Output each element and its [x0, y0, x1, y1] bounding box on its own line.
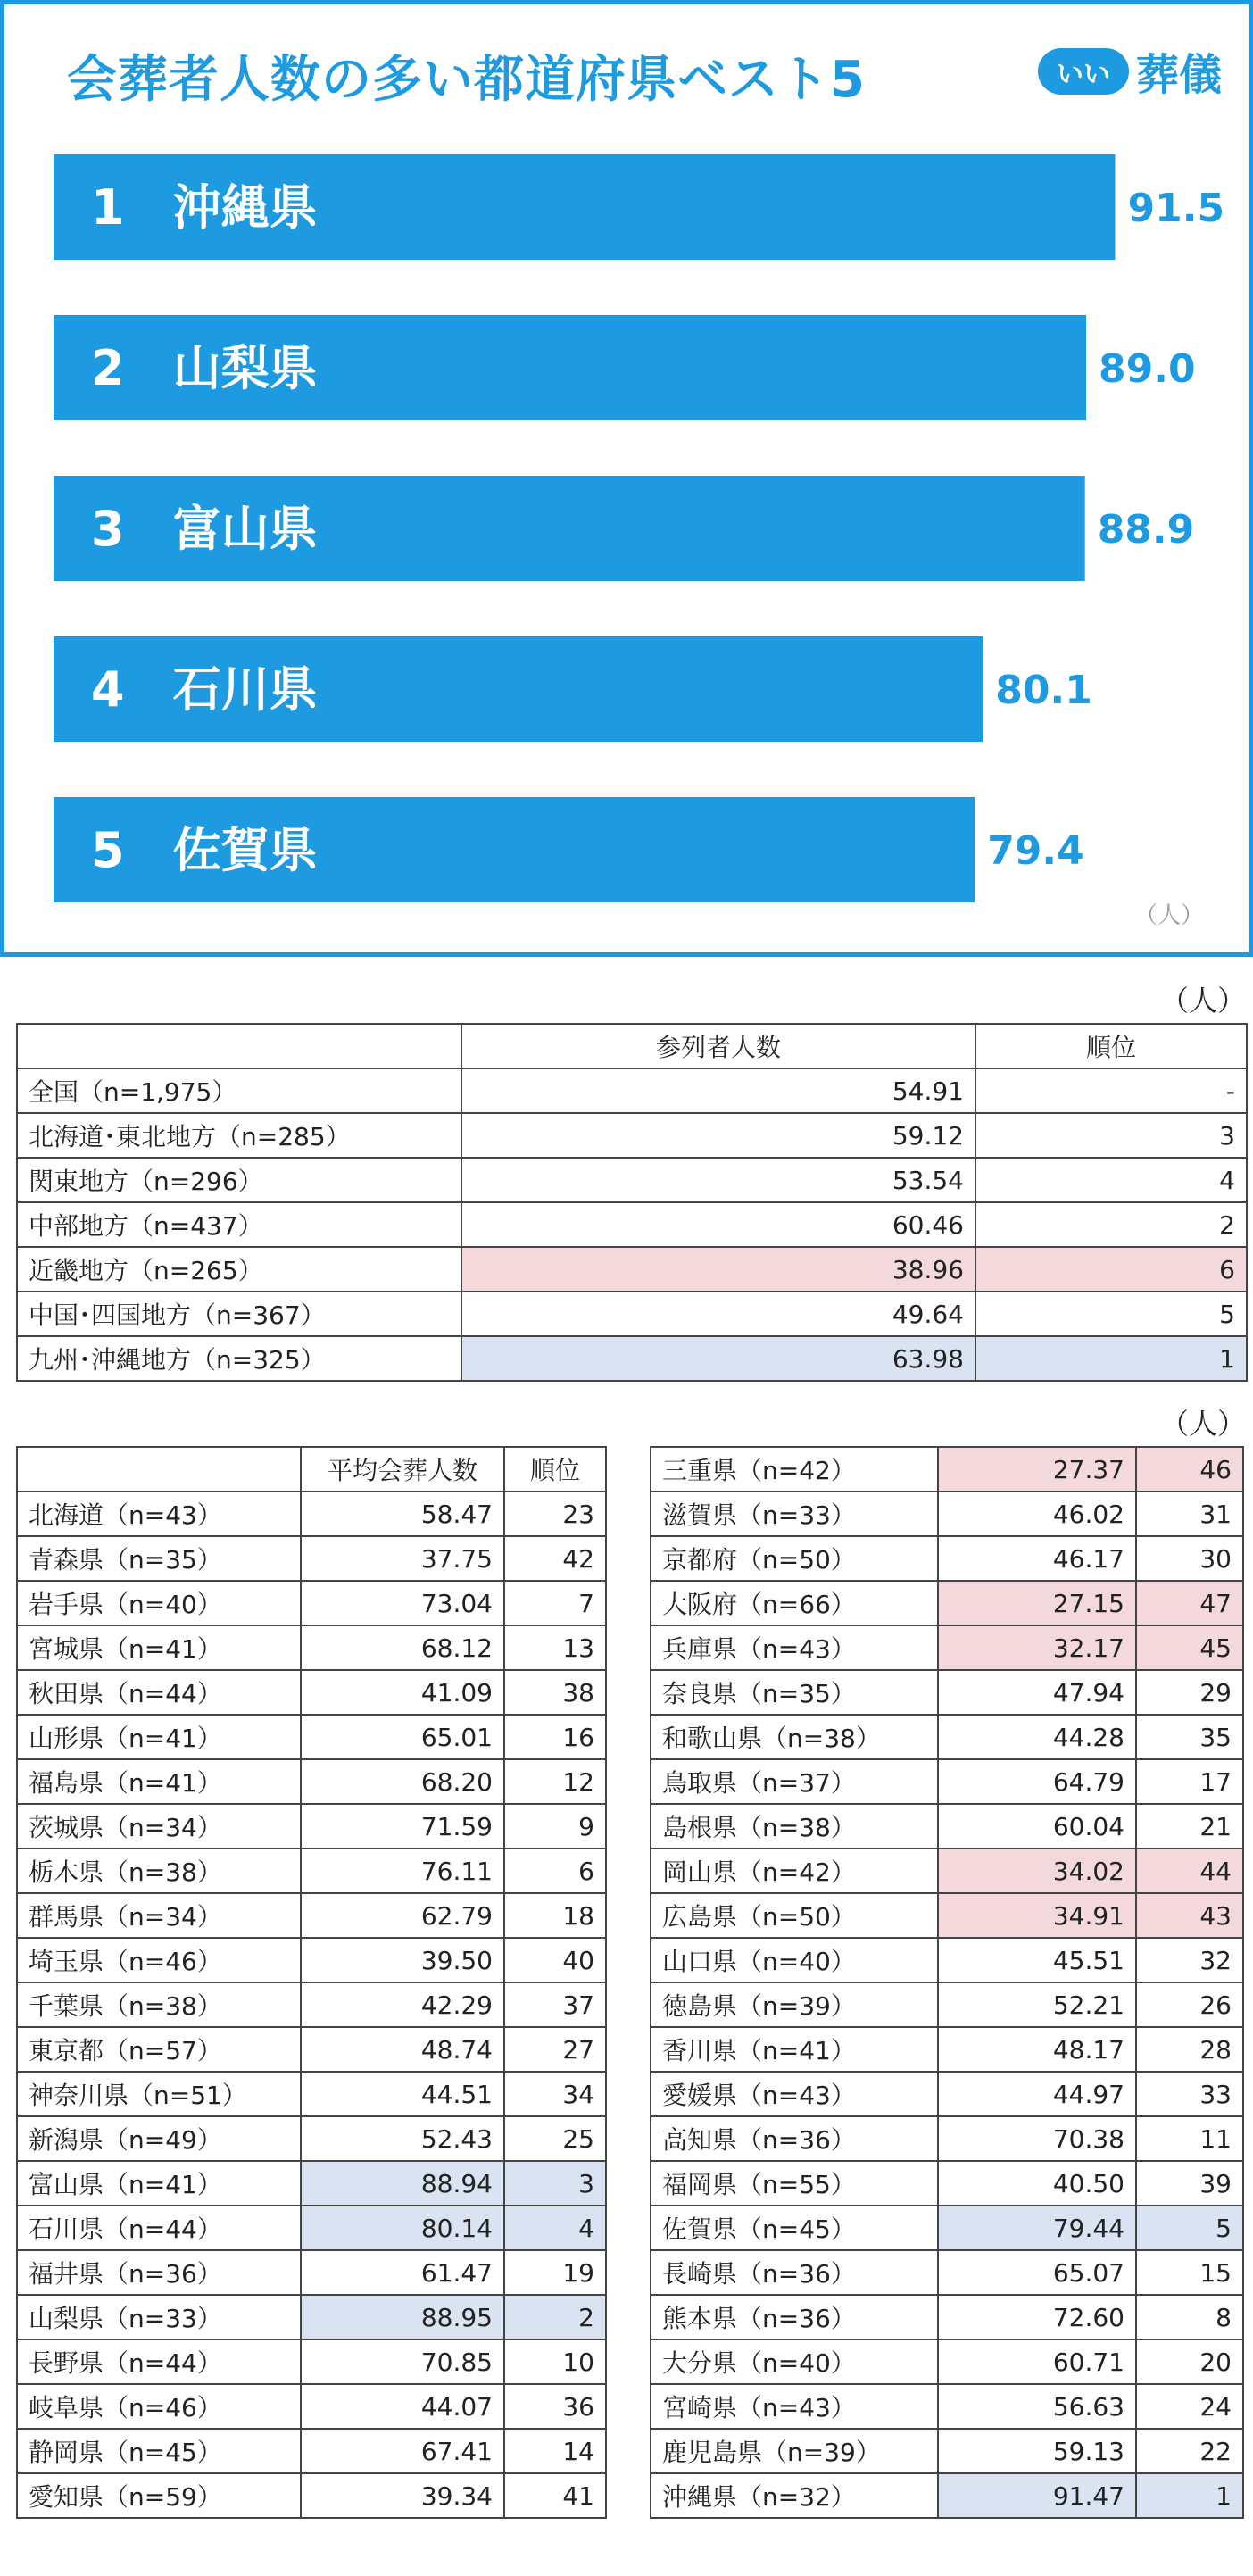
row-rank: -: [975, 1068, 1247, 1113]
row-label: 近畿地方（n=265）: [17, 1247, 461, 1292]
row-rank: 2: [504, 2295, 606, 2339]
row-rank: 5: [1136, 2206, 1243, 2250]
row-rank: 10: [504, 2339, 606, 2384]
row-label: 北海道･東北地方（n=285）: [17, 1113, 461, 1158]
table-row: [651, 1759, 1243, 1804]
row-rank: 30: [1136, 1536, 1243, 1581]
row-value: 68.20: [301, 1759, 504, 1804]
table-row: [651, 1893, 1243, 1938]
row-rank: 37: [504, 1982, 606, 2027]
chart-unit: （人）: [1133, 902, 1204, 929]
row-value: 64.79: [938, 1759, 1136, 1804]
row-value: 52.43: [301, 2116, 504, 2161]
row-value: 49.64: [461, 1292, 975, 1336]
row-rank: 14: [504, 2429, 606, 2473]
bar-value-label: 89.0: [1099, 346, 1196, 392]
row-label: 沖縄県（n=32）: [651, 2473, 938, 2518]
row-label: 宮城県（n=41）: [17, 1625, 301, 1670]
table-row: [17, 1938, 606, 1982]
row-label: 宮崎県（n=43）: [651, 2384, 938, 2429]
row-label: 岡山県（n=42）: [651, 1849, 938, 1893]
table-row: [17, 2116, 606, 2161]
row-label: 兵庫県（n=43）: [651, 1625, 938, 1670]
table-row: [651, 1492, 1243, 1536]
row-rank: 4: [504, 2206, 606, 2250]
bar-category-label: 5 佐賀県: [91, 822, 318, 878]
row-label: 高知県（n=36）: [651, 2116, 938, 2161]
table-row: [651, 1581, 1243, 1625]
bar-value-label: 88.9: [1097, 507, 1195, 553]
row-label: 山梨県（n=33）: [17, 2295, 301, 2339]
row-rank: 11: [1136, 2116, 1243, 2161]
row-value: 76.11: [301, 1849, 504, 1893]
row-value: 60.46: [461, 1202, 975, 1247]
row-rank: 38: [504, 1670, 606, 1715]
row-value: 53.54: [461, 1158, 975, 1202]
table-row: [17, 2339, 606, 2384]
row-rank: 28: [1136, 2027, 1243, 2072]
row-label: 石川県（n=44）: [17, 2206, 301, 2250]
row-value: 70.85: [301, 2339, 504, 2384]
row-value: 62.79: [301, 1893, 504, 1938]
row-label: 熊本県（n=36）: [651, 2295, 938, 2339]
row-rank: 34: [504, 2072, 606, 2116]
row-value: 48.17: [938, 2027, 1136, 2072]
row-rank: 25: [504, 2116, 606, 2161]
row-value: 68.12: [301, 1625, 504, 1670]
row-rank: 20: [1136, 2339, 1243, 2384]
row-rank: 17: [1136, 1759, 1243, 1804]
bar-category-label: 1 沖縄県: [91, 179, 318, 236]
table-row: [651, 2429, 1243, 2473]
table-row: [17, 1759, 606, 1804]
row-value: 52.21: [938, 1982, 1136, 2027]
table-row: [17, 2072, 606, 2116]
row-value: 65.01: [301, 1715, 504, 1759]
row-rank: 19: [504, 2250, 606, 2295]
row-rank: 29: [1136, 1670, 1243, 1715]
table-row: [651, 2161, 1243, 2206]
table-row: [651, 2027, 1243, 2072]
row-rank: 44: [1136, 1849, 1243, 1893]
row-value: 34.91: [938, 1893, 1136, 1938]
row-label: 和歌山県（n=38）: [651, 1715, 938, 1759]
bar-value-label: 91.5: [1127, 186, 1225, 231]
row-rank: 18: [504, 1893, 606, 1938]
header-attendees: 参列者人数: [461, 1024, 975, 1068]
table-row: [17, 1715, 606, 1759]
row-value: 91.47: [938, 2473, 1136, 2518]
row-value: 27.37: [938, 1447, 1136, 1492]
row-rank: 7: [504, 1581, 606, 1625]
row-rank: 39: [1136, 2161, 1243, 2206]
row-rank: 12: [504, 1759, 606, 1804]
row-value: 39.34: [301, 2473, 504, 2518]
region-table-header: [17, 1024, 1247, 1068]
bar-category-label: 4 石川県: [91, 661, 318, 718]
table-row: [651, 1849, 1243, 1893]
row-label: 埼玉県（n=46）: [17, 1938, 301, 1982]
row-label: 北海道（n=43）: [17, 1492, 301, 1536]
row-value: 44.07: [301, 2384, 504, 2429]
row-label: 中部地方（n=437）: [17, 1202, 461, 1247]
table-row: [17, 1068, 1247, 1113]
row-label: 佐賀県（n=45）: [651, 2206, 938, 2250]
row-value: 60.71: [938, 2339, 1136, 2384]
table-row: [17, 1625, 606, 1670]
table-row: [17, 1982, 606, 2027]
row-rank: 15: [1136, 2250, 1243, 2295]
row-value: 27.15: [938, 1581, 1136, 1625]
row-value: 40.50: [938, 2161, 1136, 2206]
chart-panel: [0, 0, 1253, 957]
row-value: 60.04: [938, 1804, 1136, 1849]
row-value: 65.07: [938, 2250, 1136, 2295]
table-row: [651, 1536, 1243, 1581]
row-label: 新潟県（n=49）: [17, 2116, 301, 2161]
row-value: 44.97: [938, 2072, 1136, 2116]
region-table-unit: （人）: [1160, 984, 1247, 1018]
table-row: [651, 1982, 1243, 2027]
row-label: 愛知県（n=59）: [17, 2473, 301, 2518]
row-label: 香川県（n=41）: [651, 2027, 938, 2072]
row-label: 徳島県（n=39）: [651, 1982, 938, 2027]
row-rank: 6: [504, 1849, 606, 1893]
row-rank: 31: [1136, 1492, 1243, 1536]
row-rank: 8: [1136, 2295, 1243, 2339]
table-row: [651, 1447, 1243, 1492]
row-label: 関東地方（n=296）: [17, 1158, 461, 1202]
row-rank: 24: [1136, 2384, 1243, 2429]
table-row: [17, 2429, 606, 2473]
prefecture-table-left: [16, 1446, 607, 2519]
row-rank: 16: [504, 1715, 606, 1759]
row-rank: 4: [975, 1158, 1247, 1202]
row-label: 中国･四国地方（n=367）: [17, 1292, 461, 1336]
table-row: [17, 2027, 606, 2072]
row-value: 41.09: [301, 1670, 504, 1715]
row-rank: 32: [1136, 1938, 1243, 1982]
row-value: 61.47: [301, 2250, 504, 2295]
row-label: 鳥取県（n=37）: [651, 1759, 938, 1804]
row-label: 静岡県（n=45）: [17, 2429, 301, 2473]
header-blank: [17, 1447, 301, 1492]
row-rank: 41: [504, 2473, 606, 2518]
row-label: 長野県（n=44）: [17, 2339, 301, 2384]
bar-category-label: 2 山梨県: [91, 340, 318, 396]
row-value: 59.12: [461, 1113, 975, 1158]
row-value: 63.98: [461, 1336, 975, 1381]
table-row: [651, 1715, 1243, 1759]
row-rank: 47: [1136, 1581, 1243, 1625]
row-value: 32.17: [938, 1625, 1136, 1670]
table-row: [17, 1158, 1247, 1202]
table-row: [651, 2295, 1243, 2339]
row-label: 青森県（n=35）: [17, 1536, 301, 1581]
pref-table-unit: （人）: [1160, 1407, 1247, 1441]
row-value: 45.51: [938, 1938, 1136, 1982]
row-label: 神奈川県（n=51）: [17, 2072, 301, 2116]
row-rank: 45: [1136, 1625, 1243, 1670]
row-label: 全国（n=1,975）: [17, 1068, 461, 1113]
row-rank: 3: [975, 1113, 1247, 1158]
table-row: [651, 1938, 1243, 1982]
table-row: [651, 2473, 1243, 2518]
row-label: 長崎県（n=36）: [651, 2250, 938, 2295]
bar-category-label: 3 富山県: [91, 501, 318, 557]
table-row: [17, 1492, 606, 1536]
row-value: 73.04: [301, 1581, 504, 1625]
row-label: 大阪府（n=66）: [651, 1581, 938, 1625]
row-label: 富山県（n=41）: [17, 2161, 301, 2206]
bar-value-label: 79.4: [987, 828, 1084, 874]
region-table: [16, 1023, 1248, 1382]
row-rank: 42: [504, 1536, 606, 1581]
row-value: 54.91: [461, 1068, 975, 1113]
header-rank: 順位: [975, 1024, 1247, 1068]
table-row: [651, 1625, 1243, 1670]
row-value: 37.75: [301, 1536, 504, 1581]
row-rank: 13: [504, 1625, 606, 1670]
prefecture-table-right: [650, 1446, 1244, 2519]
table-row: [17, 1202, 1247, 1247]
row-label: 秋田県（n=44）: [17, 1670, 301, 1715]
header-average: 平均会葬人数: [301, 1447, 504, 1492]
row-rank: 3: [504, 2161, 606, 2206]
row-value: 44.51: [301, 2072, 504, 2116]
table-row: [651, 2250, 1243, 2295]
row-rank: 27: [504, 2027, 606, 2072]
row-value: 39.50: [301, 1938, 504, 1982]
row-rank: 26: [1136, 1982, 1243, 2027]
row-label: 鹿児島県（n=39）: [651, 2429, 938, 2473]
row-value: 70.38: [938, 2116, 1136, 2161]
row-value: 56.63: [938, 2384, 1136, 2429]
row-label: 群馬県（n=34）: [17, 1893, 301, 1938]
row-rank: 35: [1136, 1715, 1243, 1759]
table-row: [17, 2473, 606, 2518]
row-value: 80.14: [301, 2206, 504, 2250]
table-row: [17, 2384, 606, 2429]
row-rank: 6: [975, 1247, 1247, 1292]
table-row: [17, 1804, 606, 1849]
row-value: 59.13: [938, 2429, 1136, 2473]
row-rank: 9: [504, 1804, 606, 1849]
row-label: 三重県（n=42）: [651, 1447, 938, 1492]
row-label: 福井県（n=36）: [17, 2250, 301, 2295]
bar-chart: [4, 4, 1249, 952]
table-row: [17, 1336, 1247, 1381]
row-rank: 1: [975, 1336, 1247, 1381]
row-label: 山形県（n=41）: [17, 1715, 301, 1759]
table-row: [17, 1536, 606, 1581]
row-rank: 43: [1136, 1893, 1243, 1938]
row-value: 42.29: [301, 1982, 504, 2027]
row-rank: 1: [1136, 2473, 1243, 2518]
table-row: [17, 1113, 1247, 1158]
row-value: 46.02: [938, 1492, 1136, 1536]
row-value: 38.96: [461, 1247, 975, 1292]
row-value: 48.74: [301, 2027, 504, 2072]
row-value: 44.28: [938, 1715, 1136, 1759]
row-value: 79.44: [938, 2206, 1136, 2250]
row-value: 47.94: [938, 1670, 1136, 1715]
row-value: 58.47: [301, 1492, 504, 1536]
table-row: [651, 2339, 1243, 2384]
row-rank: 46: [1136, 1447, 1243, 1492]
row-value: 72.60: [938, 2295, 1136, 2339]
table-row: [17, 1849, 606, 1893]
row-rank: 5: [975, 1292, 1247, 1336]
table-row: [17, 1581, 606, 1625]
row-rank: 36: [504, 2384, 606, 2429]
logo-text: 葬儀: [1135, 50, 1222, 100]
row-label: 愛媛県（n=43）: [651, 2072, 938, 2116]
row-label: 滋賀県（n=33）: [651, 1492, 938, 1536]
header-blank: [17, 1024, 461, 1068]
row-label: 東京都（n=57）: [17, 2027, 301, 2072]
row-label: 京都府（n=50）: [651, 1536, 938, 1581]
table-row: [17, 1292, 1247, 1336]
row-label: 千葉県（n=38）: [17, 1982, 301, 2027]
row-label: 岩手県（n=40）: [17, 1581, 301, 1625]
row-label: 岐阜県（n=46）: [17, 2384, 301, 2429]
table-row: [651, 1670, 1243, 1715]
table-row: [17, 2161, 606, 2206]
table-row: [17, 1670, 606, 1715]
row-label: 島根県（n=38）: [651, 1804, 938, 1849]
row-label: 福島県（n=41）: [17, 1759, 301, 1804]
table-row: [651, 2384, 1243, 2429]
header-rank: 順位: [504, 1447, 606, 1492]
row-label: 広島県（n=50）: [651, 1893, 938, 1938]
row-label: 茨城県（n=34）: [17, 1804, 301, 1849]
row-value: 88.95: [301, 2295, 504, 2339]
row-value: 67.41: [301, 2429, 504, 2473]
logo-badge: いい: [1038, 48, 1129, 95]
table-row: [651, 2116, 1243, 2161]
table-row: [17, 1247, 1247, 1292]
table-row: [17, 2206, 606, 2250]
row-rank: 22: [1136, 2429, 1243, 2473]
row-value: 34.02: [938, 1849, 1136, 1893]
row-label: 福岡県（n=55）: [651, 2161, 938, 2206]
row-rank: 23: [504, 1492, 606, 1536]
row-value: 46.17: [938, 1536, 1136, 1581]
row-value: 71.59: [301, 1804, 504, 1849]
row-rank: 2: [975, 1202, 1247, 1247]
table-row: [651, 2072, 1243, 2116]
row-label: 奈良県（n=35）: [651, 1670, 938, 1715]
table-row: [17, 2250, 606, 2295]
row-rank: 40: [504, 1938, 606, 1982]
table-row: [17, 2295, 606, 2339]
table-row: [17, 1893, 606, 1938]
table-row: [651, 1804, 1243, 1849]
pref-table-header: [17, 1447, 606, 1492]
bar-value-label: 80.1: [995, 668, 1092, 713]
chart-title: 会葬者人数の多い都道府県ベスト5: [67, 51, 866, 109]
row-rank: 33: [1136, 2072, 1243, 2116]
row-rank: 21: [1136, 1804, 1243, 1849]
row-label: 山口県（n=40）: [651, 1938, 938, 1982]
row-label: 九州･沖縄地方（n=325）: [17, 1336, 461, 1381]
table-row: [651, 2206, 1243, 2250]
row-value: 88.94: [301, 2161, 504, 2206]
row-label: 大分県（n=40）: [651, 2339, 938, 2384]
row-label: 栃木県（n=38）: [17, 1849, 301, 1893]
